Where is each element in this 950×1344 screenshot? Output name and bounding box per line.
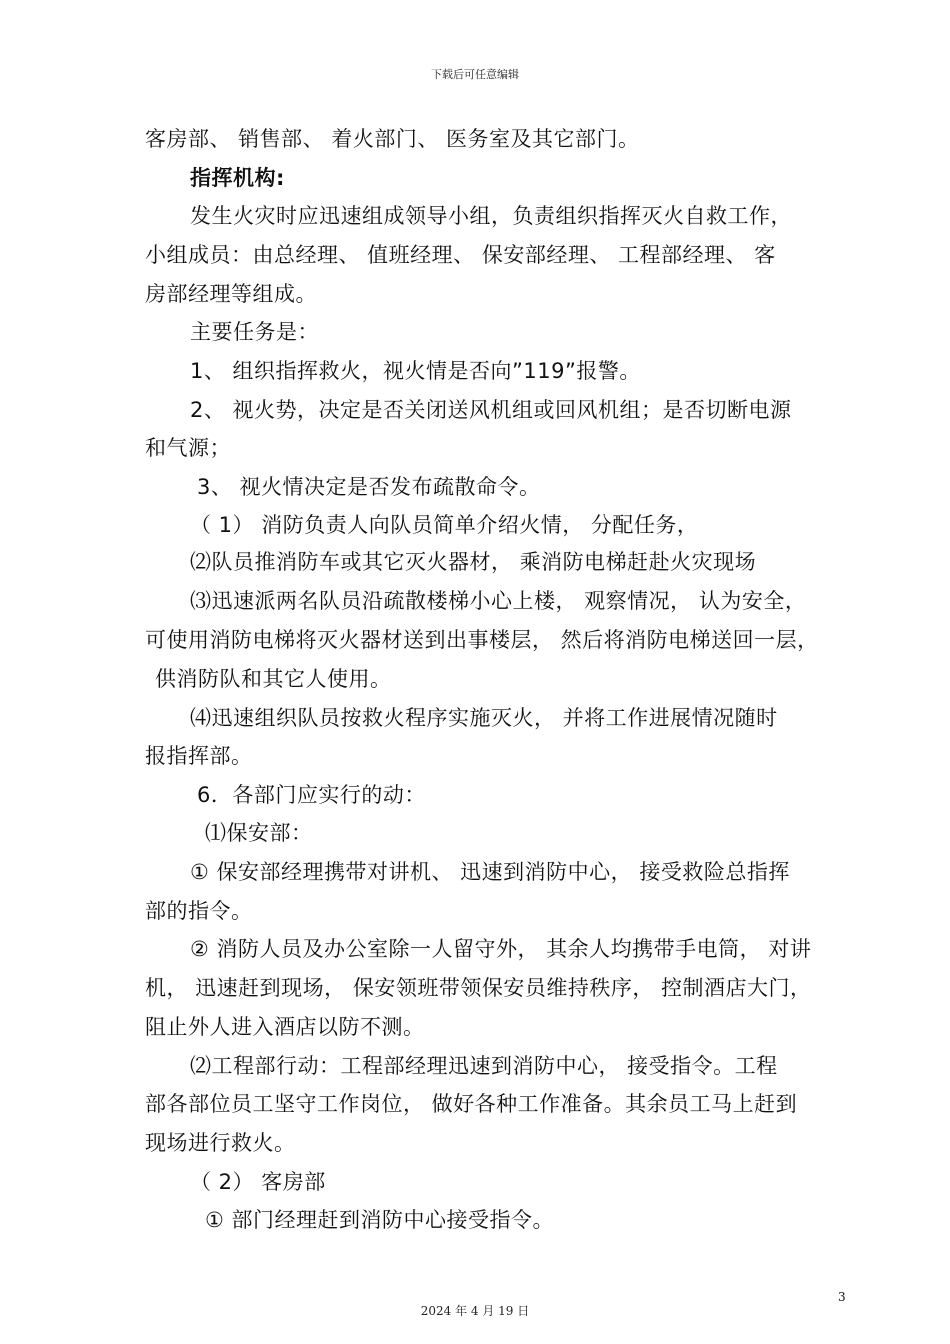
section-heading: 指挥机构: (190, 166, 285, 190)
text-line: 部的指令。 (145, 899, 253, 923)
text-line: 发生火灾时应迅速组成领导小组，负责组织指挥灭火自救工作， (190, 204, 792, 228)
text-line: 和气源； (145, 436, 231, 460)
text-line: 小组成员：由总经理、 值班经理、 保安部经理、 工程部经理、 客 (145, 243, 776, 267)
page-header: 下载后可任意编辑 (431, 68, 519, 81)
list-item: 3、 视火情决定是否发布疏散命令。 (197, 475, 541, 499)
text-line: 可使用消防电梯将灭火器材送到出事楼层， 然后将消防电梯送回一层， (145, 628, 819, 652)
subsection-heading: ⑴保安部： (205, 821, 313, 845)
subsection-heading: （ 2） 客房部 (190, 1170, 326, 1194)
list-item: 2、 视火势，决定是否关闭送风机组或回风机组；是否切断电源 (190, 398, 792, 422)
text-line: 机， 迅速赶到现场， 保安领班带领保安员维持秩序， 控制酒店大门， (145, 976, 812, 1000)
list-item: ⑵工程部行动：工程部经理迅速到消防中心， 接受指令。工程 (190, 1054, 778, 1078)
list-item: ⑵队员推消防车或其它灭火器材， 乘消防电梯赶赴火灾现场 (190, 550, 757, 574)
text-line: 客房部、 销售部、 着火部门、 医务室及其它部门。 (145, 127, 640, 151)
list-item: ① 保安部经理携带对讲机、 迅速到消防中心， 接受救险总指挥 (190, 860, 790, 884)
page-footer-date: 2024 年 4 月 19 日 (420, 1304, 530, 1318)
text-line: 房部经理等组成。 (145, 282, 317, 306)
list-item: ① 部门经理赶到消防中心接受指令。 (205, 1208, 555, 1232)
text-line: 报指挥部。 (145, 744, 253, 768)
list-item: ② 消防人员及办公室除一人留守外， 其余人均携带手电筒， 对讲 (190, 937, 812, 961)
text-line: 供消防队和其它人使用。 (155, 667, 392, 691)
page-number: 3 (838, 1290, 846, 1304)
list-item: （ 1） 消防负责人向队员简单介绍火情， 分配任务， (190, 513, 699, 537)
text-line: 阻止外人进入酒店以防不测。 (145, 1015, 425, 1039)
text-line: 主要任务是： (190, 320, 319, 344)
list-item: ⑷迅速组织队员按救火程序实施灭火， 并将工作进展情况随时 (190, 706, 778, 730)
list-item: 1、 组织指挥救火，视火情是否向”119”报警。 (190, 359, 641, 383)
text-line: 部各部位员工坚守工作岗位， 做好各种工作准备。其余员工马上赶到 (145, 1092, 798, 1116)
section-heading: 6．各部门应实行的动： (197, 783, 426, 807)
text-line: 现场进行救火。 (145, 1131, 296, 1155)
list-item: ⑶迅速派两名队员沿疏散楼梯小心上楼， 观察情况， 认为安全， (190, 589, 807, 613)
